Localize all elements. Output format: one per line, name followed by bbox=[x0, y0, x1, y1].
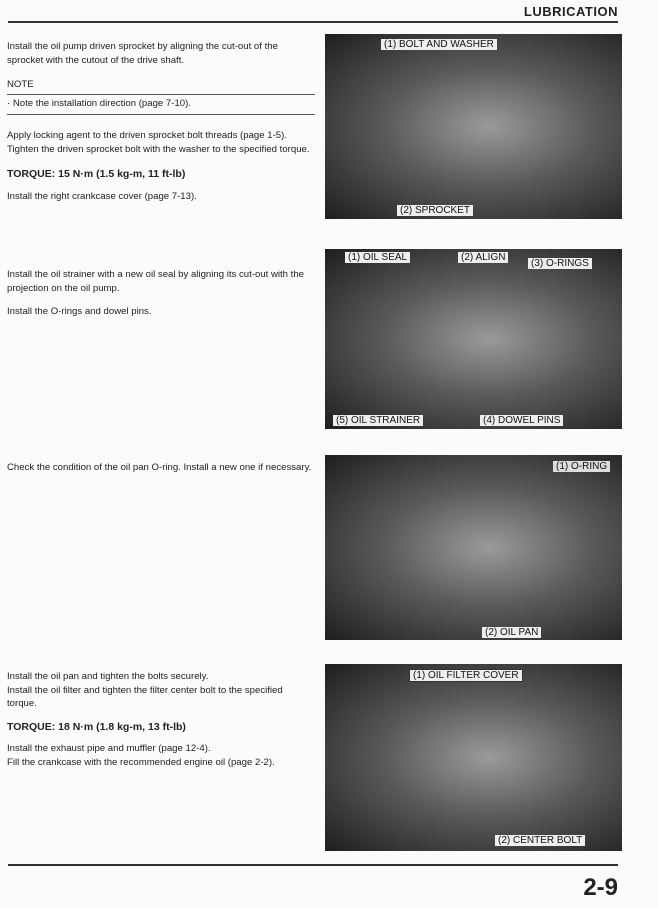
text-block-3 bbox=[7, 461, 315, 475]
figure-label: (5) OIL STRAINER bbox=[333, 415, 423, 426]
paragraph: Install the oil filter and tighten the filter center bolt to the specified torque. bbox=[7, 684, 283, 709]
text-block-2 bbox=[7, 268, 315, 319]
section-title: LUBRICATION bbox=[523, 4, 618, 19]
torque-spec: TORQUE: 15 N·m (1.5 kg-m, 11 ft-lb) bbox=[7, 168, 186, 180]
figure-label: (2) CENTER BOLT bbox=[495, 835, 585, 846]
figure-label: (2) OIL PAN bbox=[482, 627, 541, 638]
paragraph: Install the oil pan and tighten the bolts securely. bbox=[7, 671, 209, 682]
note-item: · Note the installation direction (page 7-10). bbox=[7, 95, 315, 116]
footer-rule bbox=[8, 864, 618, 866]
figure-label: (1) OIL SEAL bbox=[345, 252, 410, 263]
header-rule bbox=[8, 21, 618, 23]
paragraph: Install the O-rings and dowel pins. bbox=[7, 306, 152, 317]
page-number: 2-9 bbox=[583, 874, 618, 901]
paragraph: Install the exhaust pipe and muffler (page 12-4). bbox=[7, 743, 211, 754]
paragraph: Tighten the driven sprocket bolt with the washer to the specified torque. bbox=[7, 143, 310, 155]
figure-oil-strainer-photo bbox=[325, 249, 622, 429]
figure-oil-filter-photo bbox=[325, 664, 622, 851]
torque-spec: TORQUE: 18 N·m (1.8 kg-m, 13 ft-lb) bbox=[7, 720, 186, 733]
figure-label: (2) ALIGN bbox=[458, 252, 508, 263]
text-block-4 bbox=[7, 670, 315, 769]
paragraph: Apply locking agent to the driven sprocket bolt threads (page 1-5). bbox=[7, 130, 287, 141]
figure-label: (1) BOLT AND WASHER bbox=[381, 39, 497, 50]
figure-label: (1) OIL FILTER COVER bbox=[409, 669, 523, 682]
text-block-1 bbox=[7, 40, 315, 203]
figure-label: (2) SPROCKET bbox=[397, 205, 473, 216]
figure-label: (3) O-RINGS bbox=[528, 258, 592, 269]
paragraph: Install the oil strainer with a new oil seal by aligning its cut-out with the projection on the oil pump. bbox=[7, 269, 305, 294]
paragraph: Check the condition of the oil pan O-ring. Install a new one if necessary. bbox=[7, 462, 312, 473]
note-heading: NOTE bbox=[7, 78, 315, 95]
figure-sprocket-photo bbox=[325, 34, 622, 219]
paragraph: Install the right crankcase cover (page 7-13). bbox=[7, 190, 197, 202]
figure-oil-pan-photo bbox=[325, 455, 622, 640]
figure-label: (1) O-RING bbox=[553, 461, 610, 472]
paragraph: Fill the crankcase with the recommended engine oil (page 2-2). bbox=[7, 756, 275, 768]
paragraph: Install the oil pump driven sprocket by aligning the cut-out of the sprocket with the cutout of the drive shaft. bbox=[7, 41, 278, 66]
figure-label: (4) DOWEL PINS bbox=[480, 415, 563, 426]
